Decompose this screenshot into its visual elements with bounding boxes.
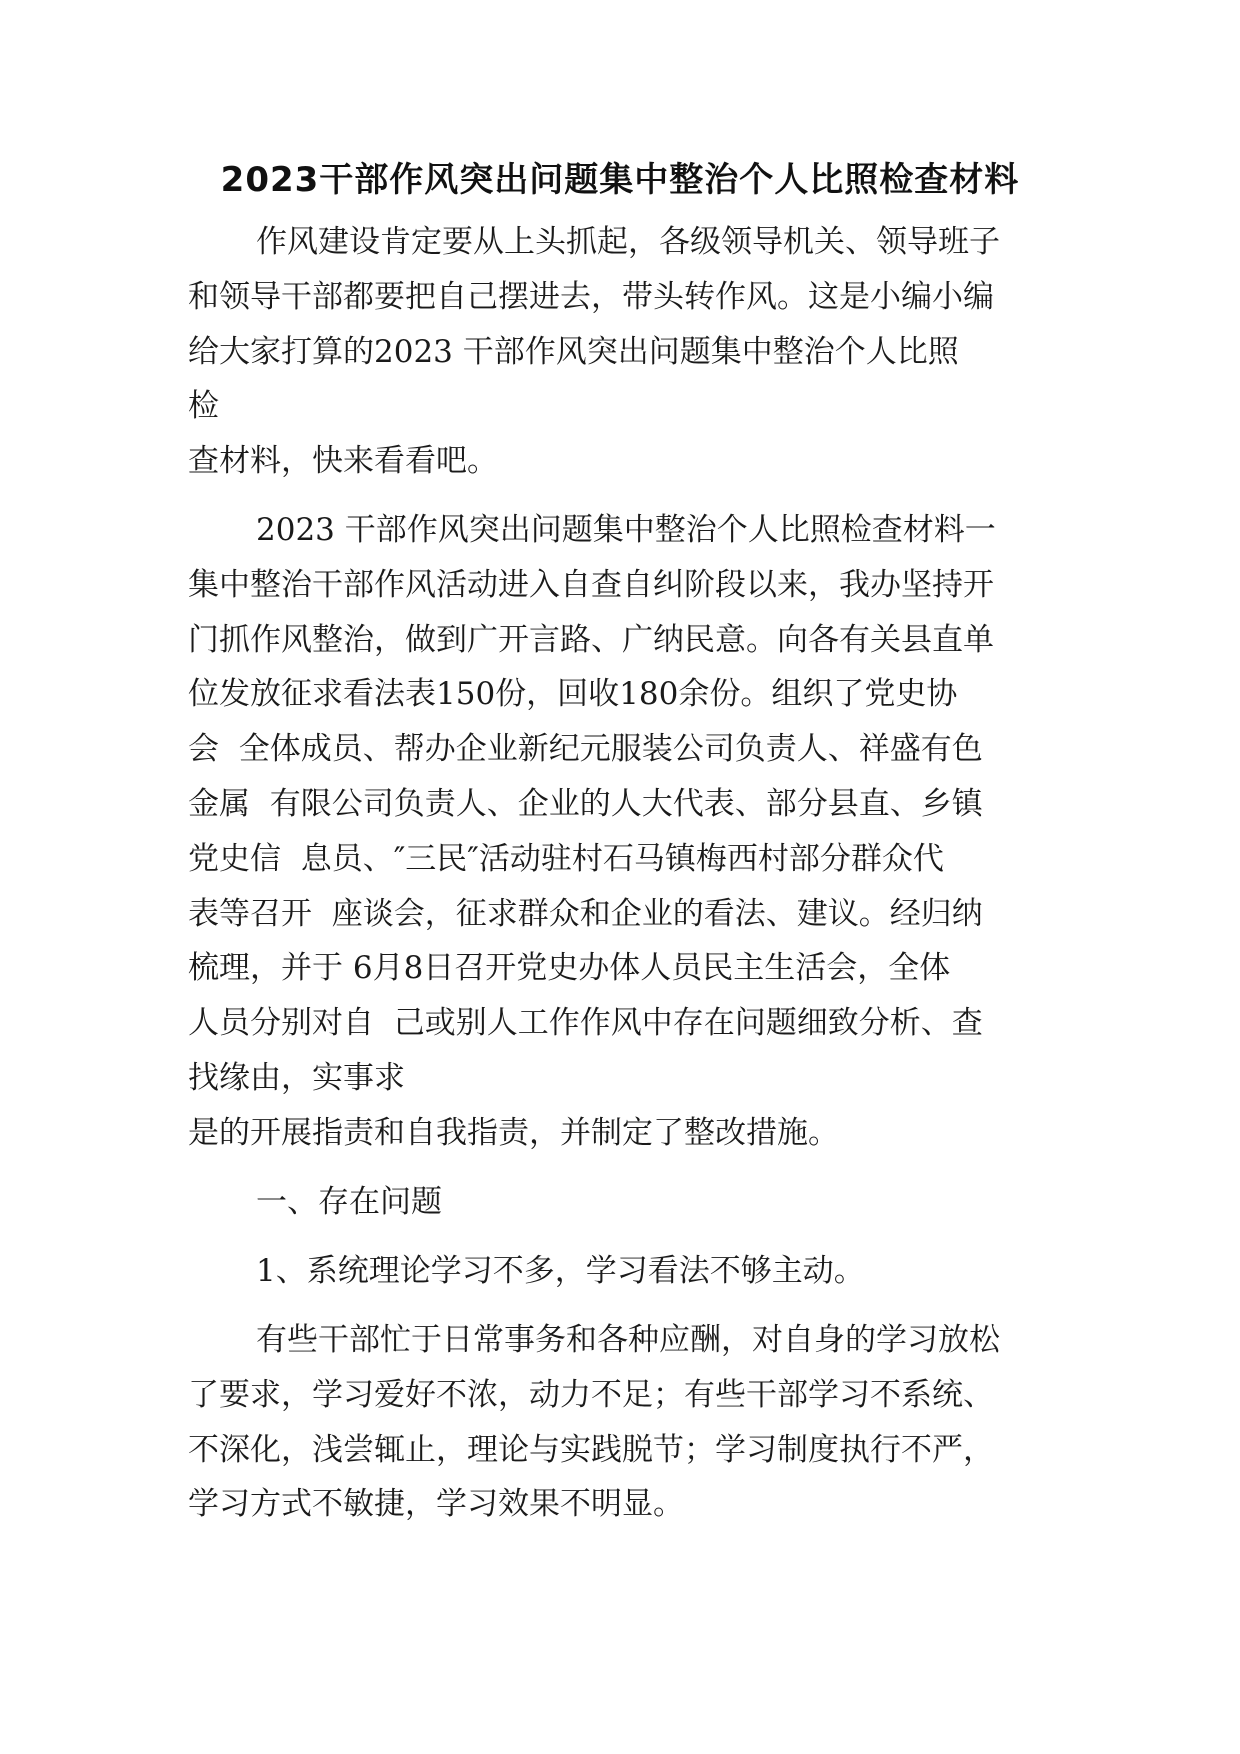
body-line: 作风建设肯定要从上头抓起，各级领导机关、领导班子 <box>256 224 1000 260</box>
body-line: 检 <box>188 388 219 424</box>
document-title: 2023干部作风突出问题集中整治个人比照检查材料 <box>220 160 1020 200</box>
body-line: 表等召开 座谈会，征求群众和企业的看法、建议。经归纳 <box>188 896 983 932</box>
body-line: 位发放征求看法表150份，回收180余份。组织了党史协 <box>188 676 958 712</box>
body-line: 金属 有限公司负责人、企业的人大代表、部分县直、乡镇 <box>188 786 983 822</box>
body-line: 会 全体成员、帮办企业新纪元服装公司负责人、祥盛有色 <box>188 731 983 767</box>
body-line: 集中整治干部作风活动进入自查自纠阶段以来，我办坚持开 <box>188 567 994 603</box>
body-line: 2023 干部作风突出问题集中整治个人比照检查材料一 <box>256 512 996 548</box>
body-line: 门抓作风整治，做到广开言路、广纳民意。向各有关县直单 <box>188 622 994 658</box>
body-line: 给大家打算的2023 干部作风突出问题集中整治个人比照 <box>188 334 959 370</box>
section-heading: 一、存在问题 <box>256 1184 442 1220</box>
subsection-heading: 1、系统理论学习不多，学习看法不够主动。 <box>256 1253 865 1289</box>
body-line: 梳理，并于 6月8日召开党史办体人员民主生活会，全体 <box>188 950 951 986</box>
body-line: 人员分别对自 己或别人工作作风中存在问题细致分析、查 <box>188 1005 983 1041</box>
body-line: 不深化，浅尝辄止，理论与实践脱节；学习制度执行不严， <box>188 1432 994 1468</box>
body-line: 学习方式不敏捷，学习效果不明显。 <box>188 1486 684 1522</box>
body-line: 找缘由，实事求 <box>188 1060 405 1096</box>
body-line: 党史信 息员、″三民″活动驻村石马镇梅西村部分群众代 <box>188 841 944 877</box>
body-line: 查材料，快来看看吧。 <box>188 443 498 479</box>
body-line: 有些干部忙于日常事务和各种应酬，对自身的学习放松 <box>256 1322 1000 1358</box>
body-line: 是的开展指责和自我指责，并制定了整改措施。 <box>188 1115 839 1151</box>
body-line: 了要求，学习爱好不浓，动力不足；有些干部学习不系统、 <box>188 1377 994 1413</box>
body-line: 和领导干部都要把自己摆进去，带头转作风。这是小编小编 <box>188 279 994 315</box>
